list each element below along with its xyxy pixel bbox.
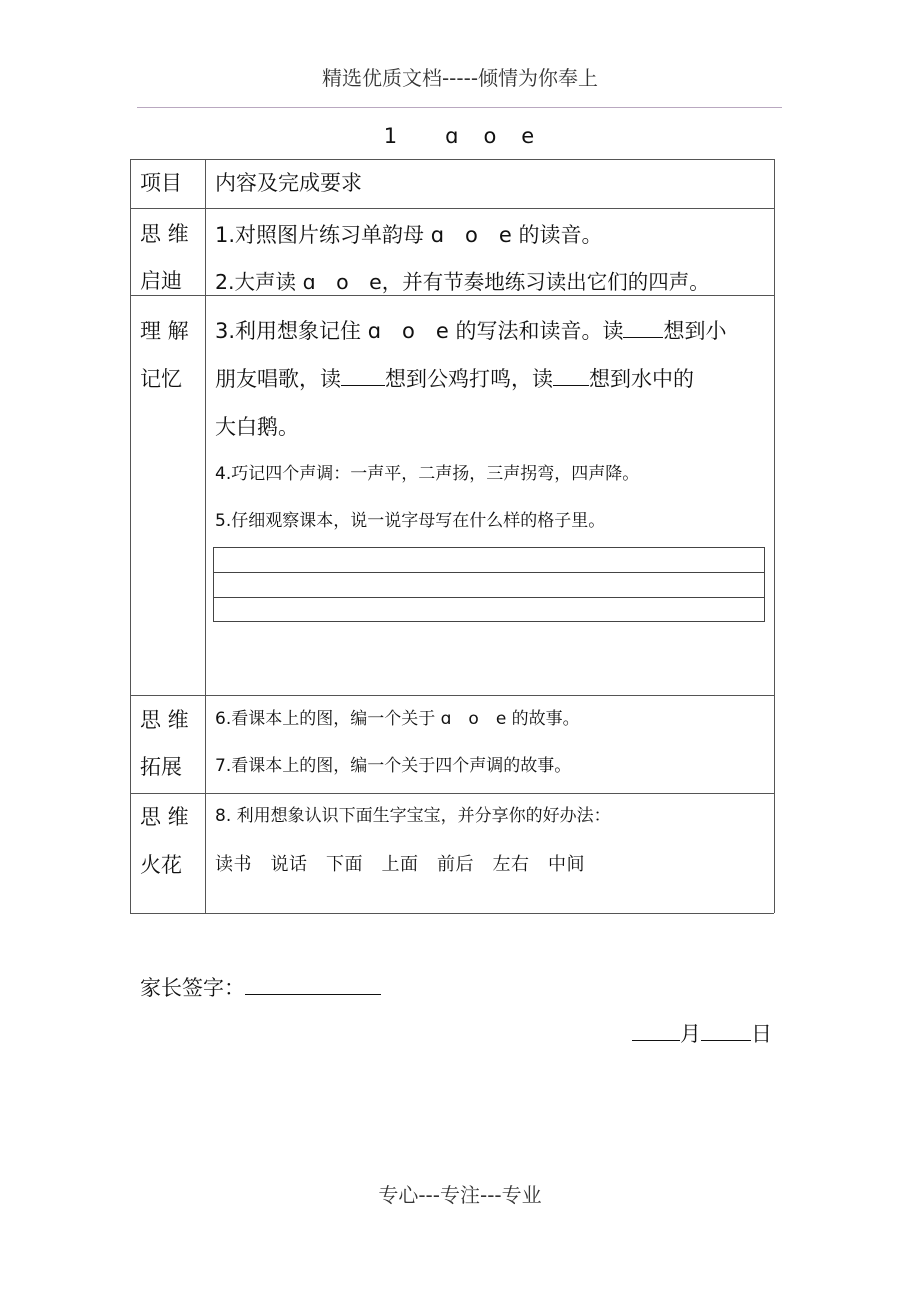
task-item: 8. 利用想象认识下面生字宝宝，并分享你的好办法： bbox=[215, 806, 611, 826]
page-footer: 专心---专注---专业 bbox=[378, 1183, 542, 1207]
header-content: 内容及完成要求 bbox=[215, 171, 362, 195]
task-item: 6.看课本上的图，编一个关于 ɑ o e 的故事。 bbox=[215, 709, 580, 729]
parent-signature: 家长签字： bbox=[140, 978, 381, 999]
task-item: 5.仔细观察课本，说一说字母写在什么样的格子里。 bbox=[215, 511, 606, 531]
category-label: 思 维 bbox=[140, 708, 189, 732]
category-label: 思 维 bbox=[140, 222, 189, 246]
category-label: 理 解 bbox=[140, 319, 189, 343]
header-rule bbox=[137, 107, 782, 108]
task-item: 3.利用想象记住 ɑ o e 的写法和读音。读 想到小 bbox=[215, 319, 727, 343]
task-item: 7.看课本上的图，编一个关于四个声调的故事。 bbox=[215, 756, 572, 776]
category-label: 思 维 bbox=[140, 805, 189, 829]
category-label: 拓展 bbox=[140, 755, 182, 779]
task-item: 朋友唱歌，读 想到公鸡打鸣，读 想到水中的 bbox=[215, 367, 694, 391]
signature-line bbox=[245, 993, 381, 995]
task-item: 大白鹅。 bbox=[215, 415, 299, 439]
page-header: 精选优质文档-----倾情为你奉上 bbox=[321, 66, 599, 90]
task-item: 2.大声读 ɑ o e，并有节奏地练习读出它们的四声。 bbox=[215, 270, 710, 294]
category-label: 启迪 bbox=[140, 269, 182, 293]
four-line-grid bbox=[213, 547, 765, 622]
category-label: 记忆 bbox=[140, 367, 182, 391]
date-field: 月 日 bbox=[632, 1024, 772, 1045]
task-item: 1.对照图片练习单韵母 ɑ o e 的读音。 bbox=[215, 223, 603, 247]
header-item: 项目 bbox=[140, 171, 182, 195]
category-label: 火花 bbox=[140, 853, 182, 877]
character-list: 读书 说话 下面 上面 前后 左右 中间 bbox=[215, 854, 585, 875]
lesson-title: 1 ɑ o e bbox=[383, 124, 537, 148]
task-item: 4.巧记四个声调：一声平，二声扬，三声拐弯，四声降。 bbox=[215, 464, 640, 484]
